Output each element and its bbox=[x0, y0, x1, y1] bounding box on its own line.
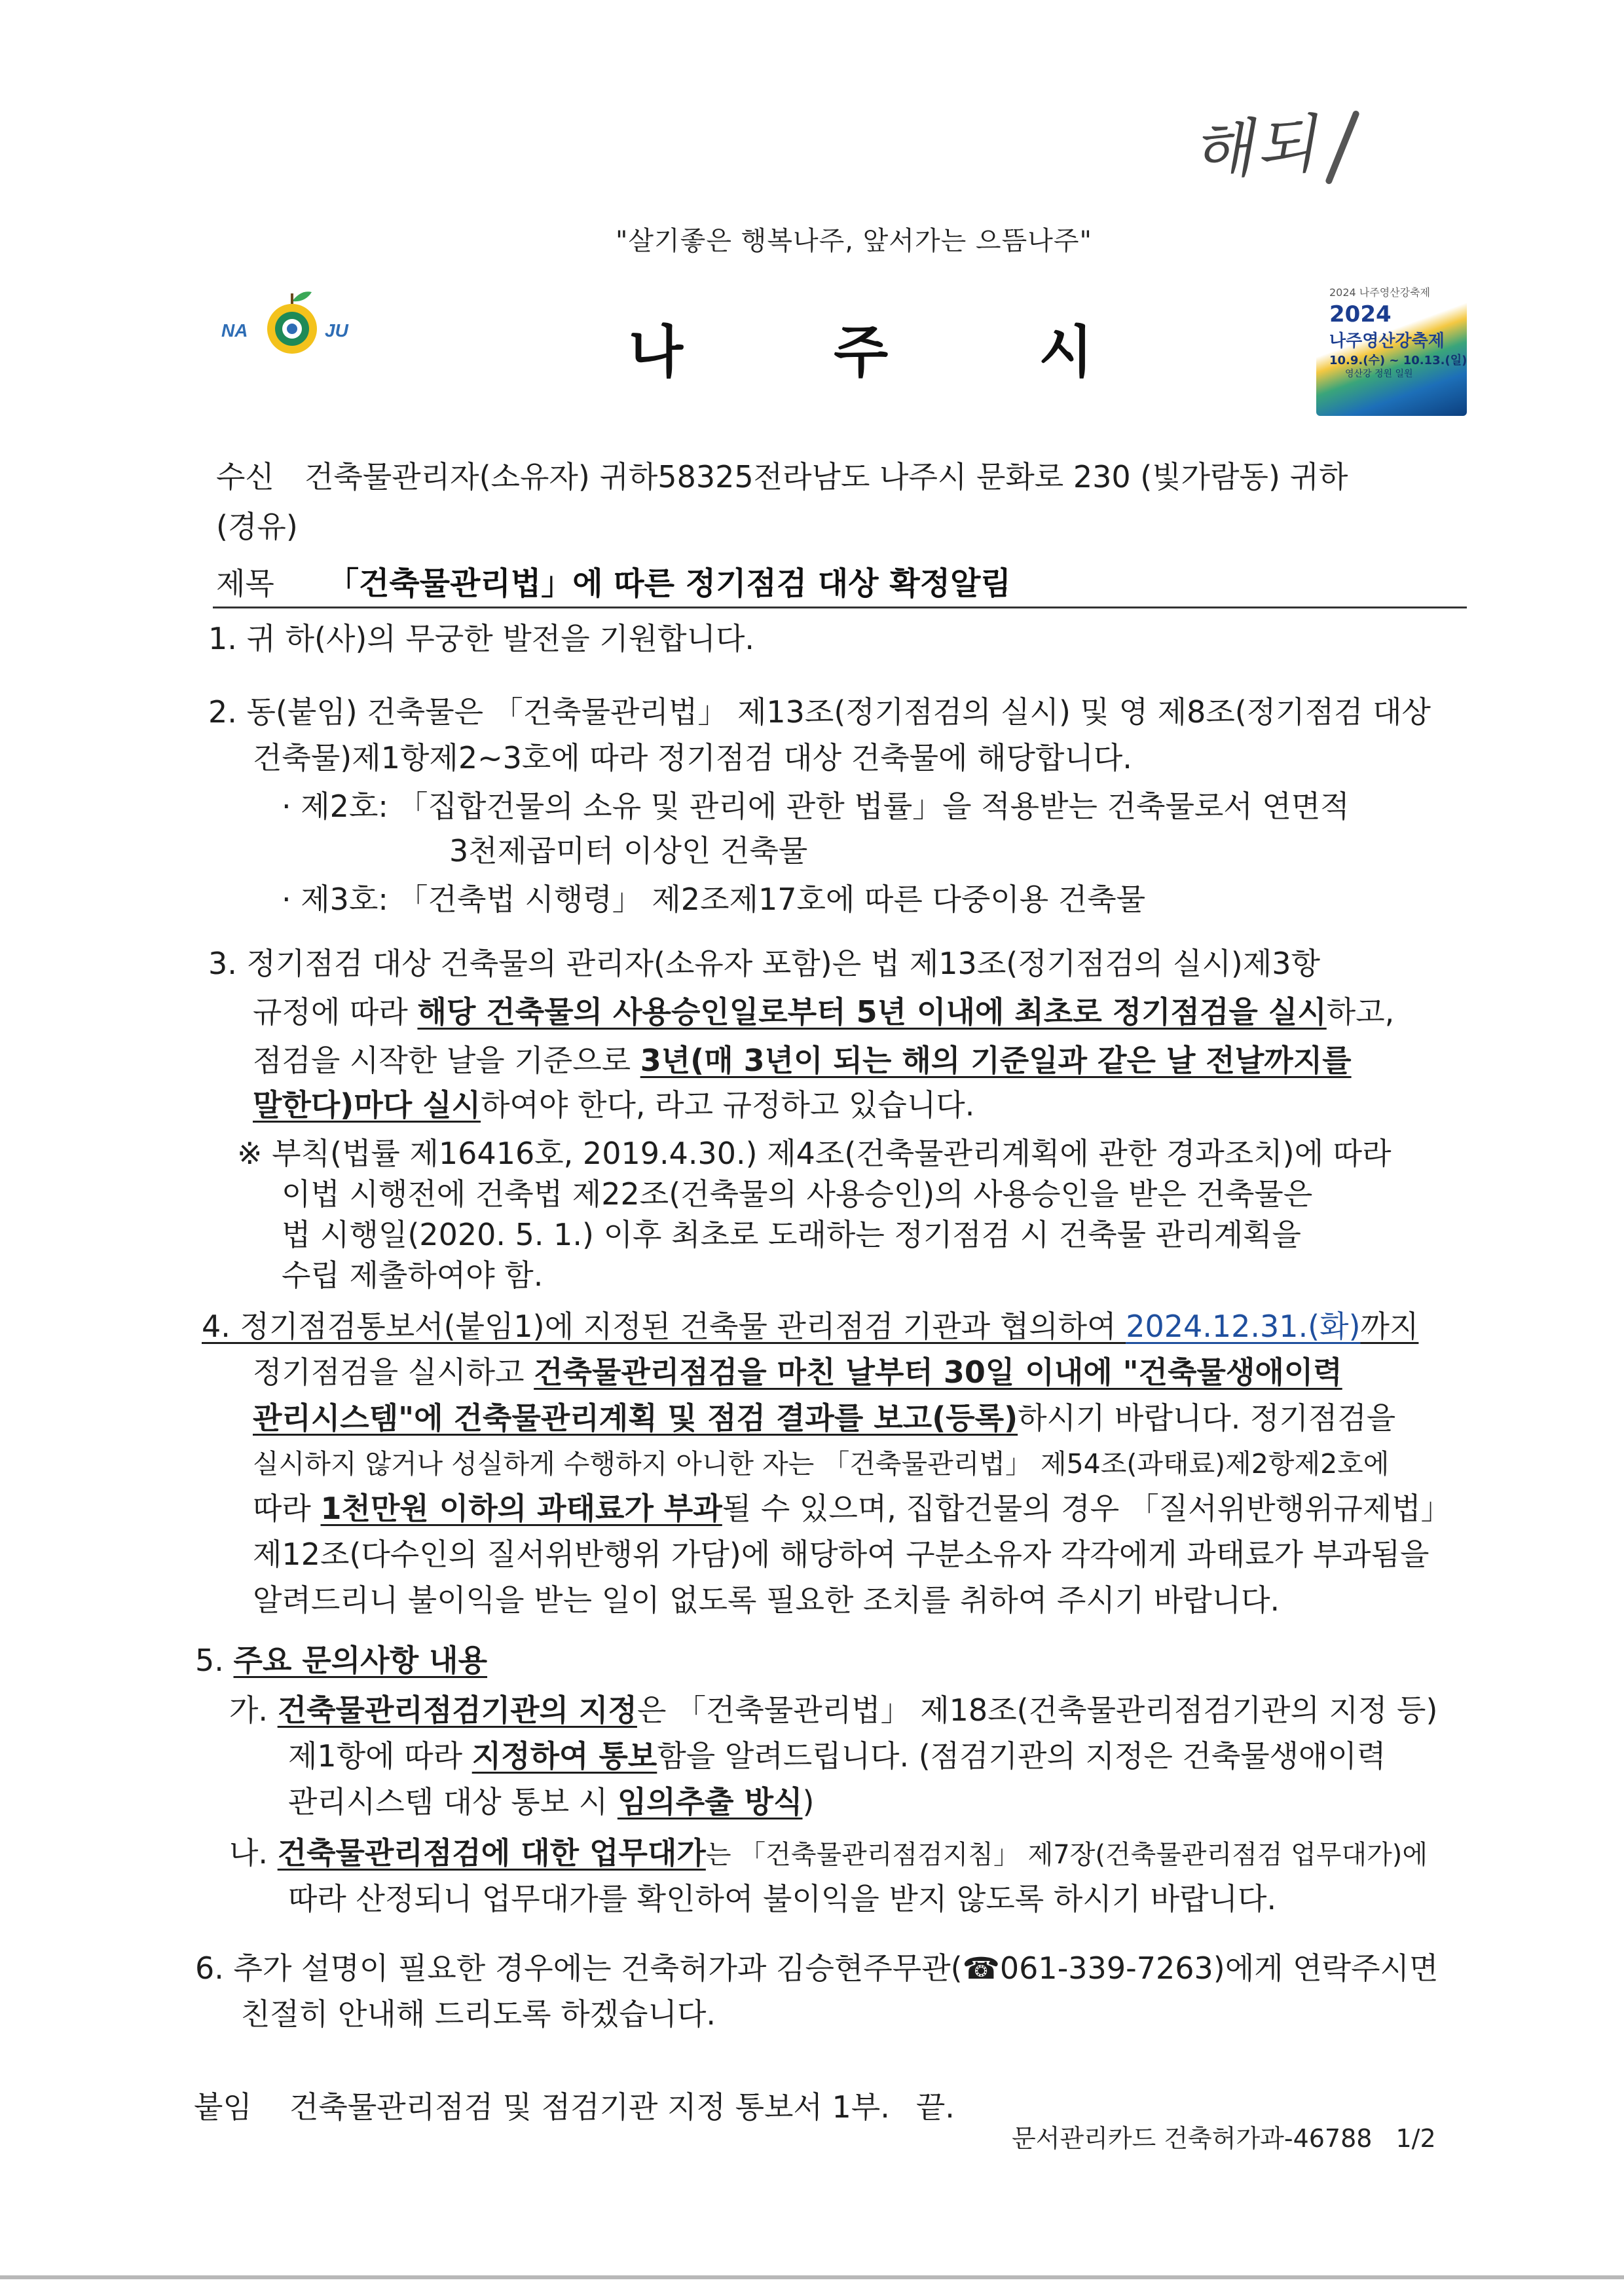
note-line-4: 수립 제출하여야 함. bbox=[282, 1258, 544, 1293]
p3-text-a: 규정에 따라 bbox=[253, 994, 418, 1030]
scan-edge bbox=[0, 2275, 1624, 2279]
note-line-2: 이법 시행전에 건축법 제22조(건축물의 사용승인)의 사용승인을 받은 건축물은 bbox=[282, 1176, 1313, 1212]
p5-number: 5. bbox=[195, 1643, 234, 1678]
festival-badge bbox=[1316, 275, 1467, 416]
paragraph-5b-line-1 bbox=[229, 1830, 1428, 1878]
subject-label: 제목 bbox=[216, 566, 274, 601]
p4-text-a: 4. 정기점검통보서(붙임1)에 지정된 건축물 관리점검 기관과 협의하여 bbox=[202, 1309, 1126, 1344]
p3-emphasis-every: 말한다)마다 실시 bbox=[253, 1087, 481, 1123]
paragraph-4-line-4: 실시하지 않거나 성실하게 수행하지 아니한 자는 「건축물관리법」 제54조(과태료)제2항제2호에 bbox=[253, 1448, 1390, 1480]
p4-text-c: 까지 bbox=[1360, 1309, 1419, 1344]
p5a-text-e: ) bbox=[802, 1784, 815, 1819]
paragraph-6-line-1: 6. 추가 설명이 필요한 경우에는 건축허가과 김승현주무관(☎061-339-7263)에게 연락주시면 bbox=[195, 1950, 1439, 1986]
p5a-text-c: 함을 알려드립니다. (점검기관의 지정은 건축물생애이력 bbox=[657, 1738, 1386, 1774]
paragraph-6-line-2: 친절히 안내해 드리도록 하겠습니다. bbox=[241, 1996, 716, 2032]
recipient-row bbox=[216, 453, 1348, 496]
paragraph-2-line-2: 건축물)제1항제2~3호에 따라 정기점검 대상 건축물에 해당합니다. bbox=[253, 740, 1132, 775]
p4-text-d: 정기점검을 실시하고 bbox=[253, 1354, 534, 1390]
paragraph-3-line-3 bbox=[253, 1037, 1352, 1083]
p3-text-e: 하여야 한다, 라고 규정하고 있습니다. bbox=[481, 1087, 975, 1123]
paragraph-3-line-1: 3. 정기점검 대상 건축물의 관리자(소유자 포함)은 법 제13조(정기점검의 실시)제3항 bbox=[208, 946, 1320, 981]
subject-row bbox=[216, 558, 1011, 603]
handwritten-note: 해되 bbox=[1189, 107, 1321, 189]
badge-tagline: 2024 나주영산강축제 bbox=[1329, 286, 1430, 299]
paragraph-4-line-6: 제12조(다수인의 질서위반행위 가담)에 해당하여 구분소유자 각각에게 과태료가 부과됨을 bbox=[253, 1537, 1430, 1572]
paragraph-4-line-1 bbox=[202, 1303, 1418, 1349]
paragraph-2-item-1-line-1: · 제2호: 「집합건물의 소유 및 관리에 관한 법률」을 적용받는 건축물로서 연면적 bbox=[282, 789, 1350, 824]
p5a-text-d: 관리시스템 대상 통보 시 bbox=[288, 1784, 618, 1819]
paragraph-5-heading bbox=[195, 1637, 487, 1683]
document-card-number: 문서관리카드 건축허가과-46788 bbox=[1012, 2124, 1373, 2153]
paragraph-3-line-4 bbox=[253, 1082, 974, 1128]
note-line-1: ※ 부칙(법률 제16416호, 2019.4.30.) 제4조(건축물관리계획에 관한 경과조치)에 따라 bbox=[237, 1136, 1392, 1171]
paragraph-5a-line-3 bbox=[288, 1779, 814, 1825]
p5a-text-a: 은 「건축물관리법」 제18조(건축물관리점검기관의 지정 등) bbox=[637, 1692, 1438, 1728]
p4-deadline-date: 2024.12.31.(화) bbox=[1126, 1309, 1361, 1344]
p5-title: 주요 문의사항 내용 bbox=[233, 1643, 488, 1678]
subject-title: 「건축물관리법」에 따른 정기점검 대상 확정알림 bbox=[327, 565, 1011, 602]
attachment-value: 건축물관리점검 및 점검기관 지정 통보서 1부. bbox=[289, 2089, 890, 2125]
badge-festival-name: 나주영산강축제 bbox=[1329, 331, 1445, 351]
paragraph-5b-line-2: 따라 산정되니 업무대가를 확인하여 불이익을 받지 않도록 하시기 바랍니다. bbox=[288, 1881, 1277, 1916]
p3-text-c: 하고, bbox=[1326, 994, 1395, 1030]
page-number: 1/2 bbox=[1395, 2124, 1436, 2153]
attachment-end: 끝. bbox=[915, 2089, 955, 2125]
p4-emphasis-report-registration: 관리시스템"에 건축물관리계획 및 점검 결과를 보고(등록) bbox=[253, 1400, 1018, 1436]
note-line-3: 법 시행일(2020. 5. 1.) 이후 최초로 도래하는 정기점검 시 건축물 관리계획을 bbox=[282, 1217, 1301, 1252]
p4-text-e: 하시기 바랍니다. 정기점검을 bbox=[1018, 1400, 1396, 1436]
naju-city-logo bbox=[208, 282, 372, 386]
paragraph-5a-line-1 bbox=[229, 1687, 1437, 1733]
p4-emphasis-report-deadline: 건축물관리점검을 마친 날부터 30일 이내에 "건축물생애이력 bbox=[534, 1354, 1342, 1390]
badge-year: 2024 bbox=[1329, 301, 1392, 327]
paragraph-4-line-3 bbox=[253, 1395, 1395, 1441]
handwritten-slash bbox=[1325, 109, 1360, 185]
recipient-via: (경유) bbox=[216, 509, 298, 544]
p5a-marker: 가. bbox=[229, 1692, 278, 1728]
recipient-label: 수신 bbox=[216, 459, 274, 494]
logo-text-ju: JU bbox=[325, 320, 348, 341]
p3-emphasis-first-inspection: 해당 건축물의 사용승인일로부터 5년 이내에 최초로 정기점검을 실시 bbox=[417, 994, 1327, 1030]
p5b-marker: 나. bbox=[229, 1835, 278, 1871]
paragraph-3-line-2 bbox=[253, 989, 1394, 1035]
attachment-row bbox=[194, 2084, 955, 2130]
logo-text-na: NA bbox=[221, 320, 248, 341]
p4-text-g: 될 수 있으며, 집합건물의 경우 「질서위반행위규제법」 bbox=[722, 1491, 1451, 1526]
paragraph-1: 1. 귀 하(사)의 무궁한 발전을 기원합니다. bbox=[208, 621, 755, 656]
p5b-text-a: 는 「건축물관리점검지침」 제7장(건축물관리점검 업무대가)에 bbox=[705, 1840, 1428, 1870]
p3-emphasis-three-years: 3년(매 3년이 되는 해의 기준일과 같은 날 전날까지를 bbox=[640, 1043, 1352, 1078]
recipient-value: 건축물관리자(소유자) 귀하58325전라남도 나주시 문화로 230 (빛가람동) 귀하 bbox=[304, 459, 1348, 494]
p5a-emphasis-designation: 건축물관리점검기관의 지정 bbox=[277, 1692, 637, 1728]
document-footer bbox=[1012, 2118, 1436, 2154]
p3-text-d: 점검을 시작한 날을 기준으로 bbox=[253, 1043, 640, 1078]
paragraph-2-item-2: · 제3호: 「건축법 시행령」 제2조제17호에 따른 다중이용 건축물 bbox=[282, 882, 1146, 917]
p5a-emphasis-notify: 지정하여 통보 bbox=[471, 1738, 657, 1774]
paragraph-4-line-7: 알려드리니 불이익을 받는 일이 없도록 필요한 조치를 취하여 주시기 바랍니다. bbox=[253, 1582, 1280, 1618]
paragraph-2-item-1-line-2: 3천제곱미터 이상인 건축물 bbox=[449, 833, 808, 868]
badge-dates: 10.9.(수) ~ 10.13.(일) bbox=[1329, 354, 1467, 367]
paragraph-5a-line-2 bbox=[288, 1733, 1386, 1779]
paragraph-4-line-2 bbox=[253, 1349, 1342, 1395]
p5a-emphasis-random: 임의추출 방식 bbox=[617, 1784, 803, 1819]
badge-venue: 영산강 정원 일원 bbox=[1345, 369, 1413, 379]
city-title: 나주시 bbox=[629, 320, 1244, 385]
p5b-emphasis-fee: 건축물관리점검에 대한 업무대가 bbox=[277, 1835, 706, 1871]
p4-emphasis-fine: 1천만원 이하의 과태료가 부과 bbox=[320, 1491, 722, 1526]
slogan: "살기좋은 행복나주, 앞서가는 으뜸나주" bbox=[616, 226, 1092, 256]
attachment-label: 붙임 bbox=[194, 2089, 252, 2125]
p5a-text-b: 제1항에 따라 bbox=[288, 1738, 472, 1774]
header-divider bbox=[213, 606, 1467, 608]
paragraph-4-line-5 bbox=[253, 1485, 1451, 1531]
paragraph-2-line-1: 2. 동(붙임) 건축물은 「건축물관리법」 제13조(정기점검의 실시) 및 영 제8조(정기점검 대상 bbox=[208, 694, 1431, 730]
p4-text-f: 따라 bbox=[253, 1491, 321, 1526]
